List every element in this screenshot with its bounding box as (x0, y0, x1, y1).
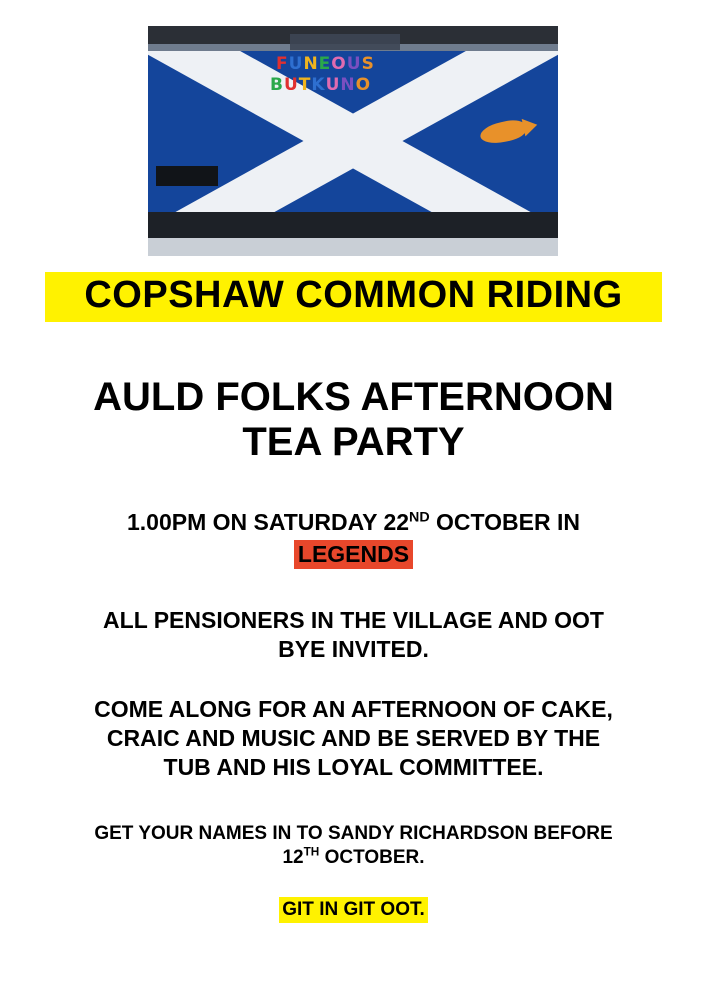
banner-letters-row-2: BUTKUNO (270, 75, 372, 95)
rsvp-deadline-suffix: OCTOBER. (319, 846, 425, 868)
invitation-block (40, 606, 667, 664)
invitation-line-1: ALL PENSIONERS IN THE VILLAGE AND OOT (103, 607, 604, 633)
saltire-flag-banner-photo (148, 26, 558, 256)
come-along-block (40, 695, 667, 781)
rsvp-block (30, 822, 677, 870)
headline-line-2: TEA PARTY (242, 419, 465, 464)
come-along-line-3: TUB AND HIS LOYAL COMMITTEE. (163, 753, 544, 780)
poster-title: COPSHAW COMMON RIDING (45, 272, 662, 322)
event-datetime-suffix: OCTOBER IN (429, 509, 581, 535)
rsvp-line-1: GET YOUR NAMES IN TO SANDY RICHARDSON BEFORE (94, 823, 613, 844)
fish-decoration (478, 117, 527, 146)
come-along-line-1: COME ALONG FOR AN AFTERNOON OF CAKE, (94, 696, 613, 722)
poster-footer (40, 897, 667, 923)
poster-headline (40, 375, 667, 465)
rsvp-deadline-ordinal: TH (303, 845, 320, 859)
headline-line-1: AULD FOLKS AFTERNOON (93, 375, 614, 419)
rsvp-deadline-line (30, 846, 677, 870)
event-venue: LEGENDS (294, 540, 413, 569)
banner-letters-row-1: FUNEOUS (276, 54, 375, 74)
footer-slogan: GIT IN GIT OOT. (279, 897, 428, 923)
event-date-ordinal: ND (409, 509, 430, 526)
event-venue-line (40, 537, 667, 569)
banner-foam-letters (270, 54, 456, 95)
scottish-flag-graphic (148, 26, 558, 256)
event-datetime-prefix: 1.00PM ON SATURDAY 22 (126, 509, 410, 535)
banner-sign (290, 34, 400, 50)
event-datetime-line (40, 508, 667, 537)
come-along-line-2: CRAIC AND MUSIC AND BE SERVED BY THE (106, 724, 601, 751)
invitation-line-2: BYE INVITED. (278, 635, 429, 662)
photo-bottom-edge (148, 238, 558, 256)
photo-bottom-dark-band (148, 212, 558, 238)
event-when-block (40, 508, 667, 569)
photo-dark-panel-left (156, 166, 218, 186)
rsvp-deadline-number: 12 (282, 846, 304, 868)
